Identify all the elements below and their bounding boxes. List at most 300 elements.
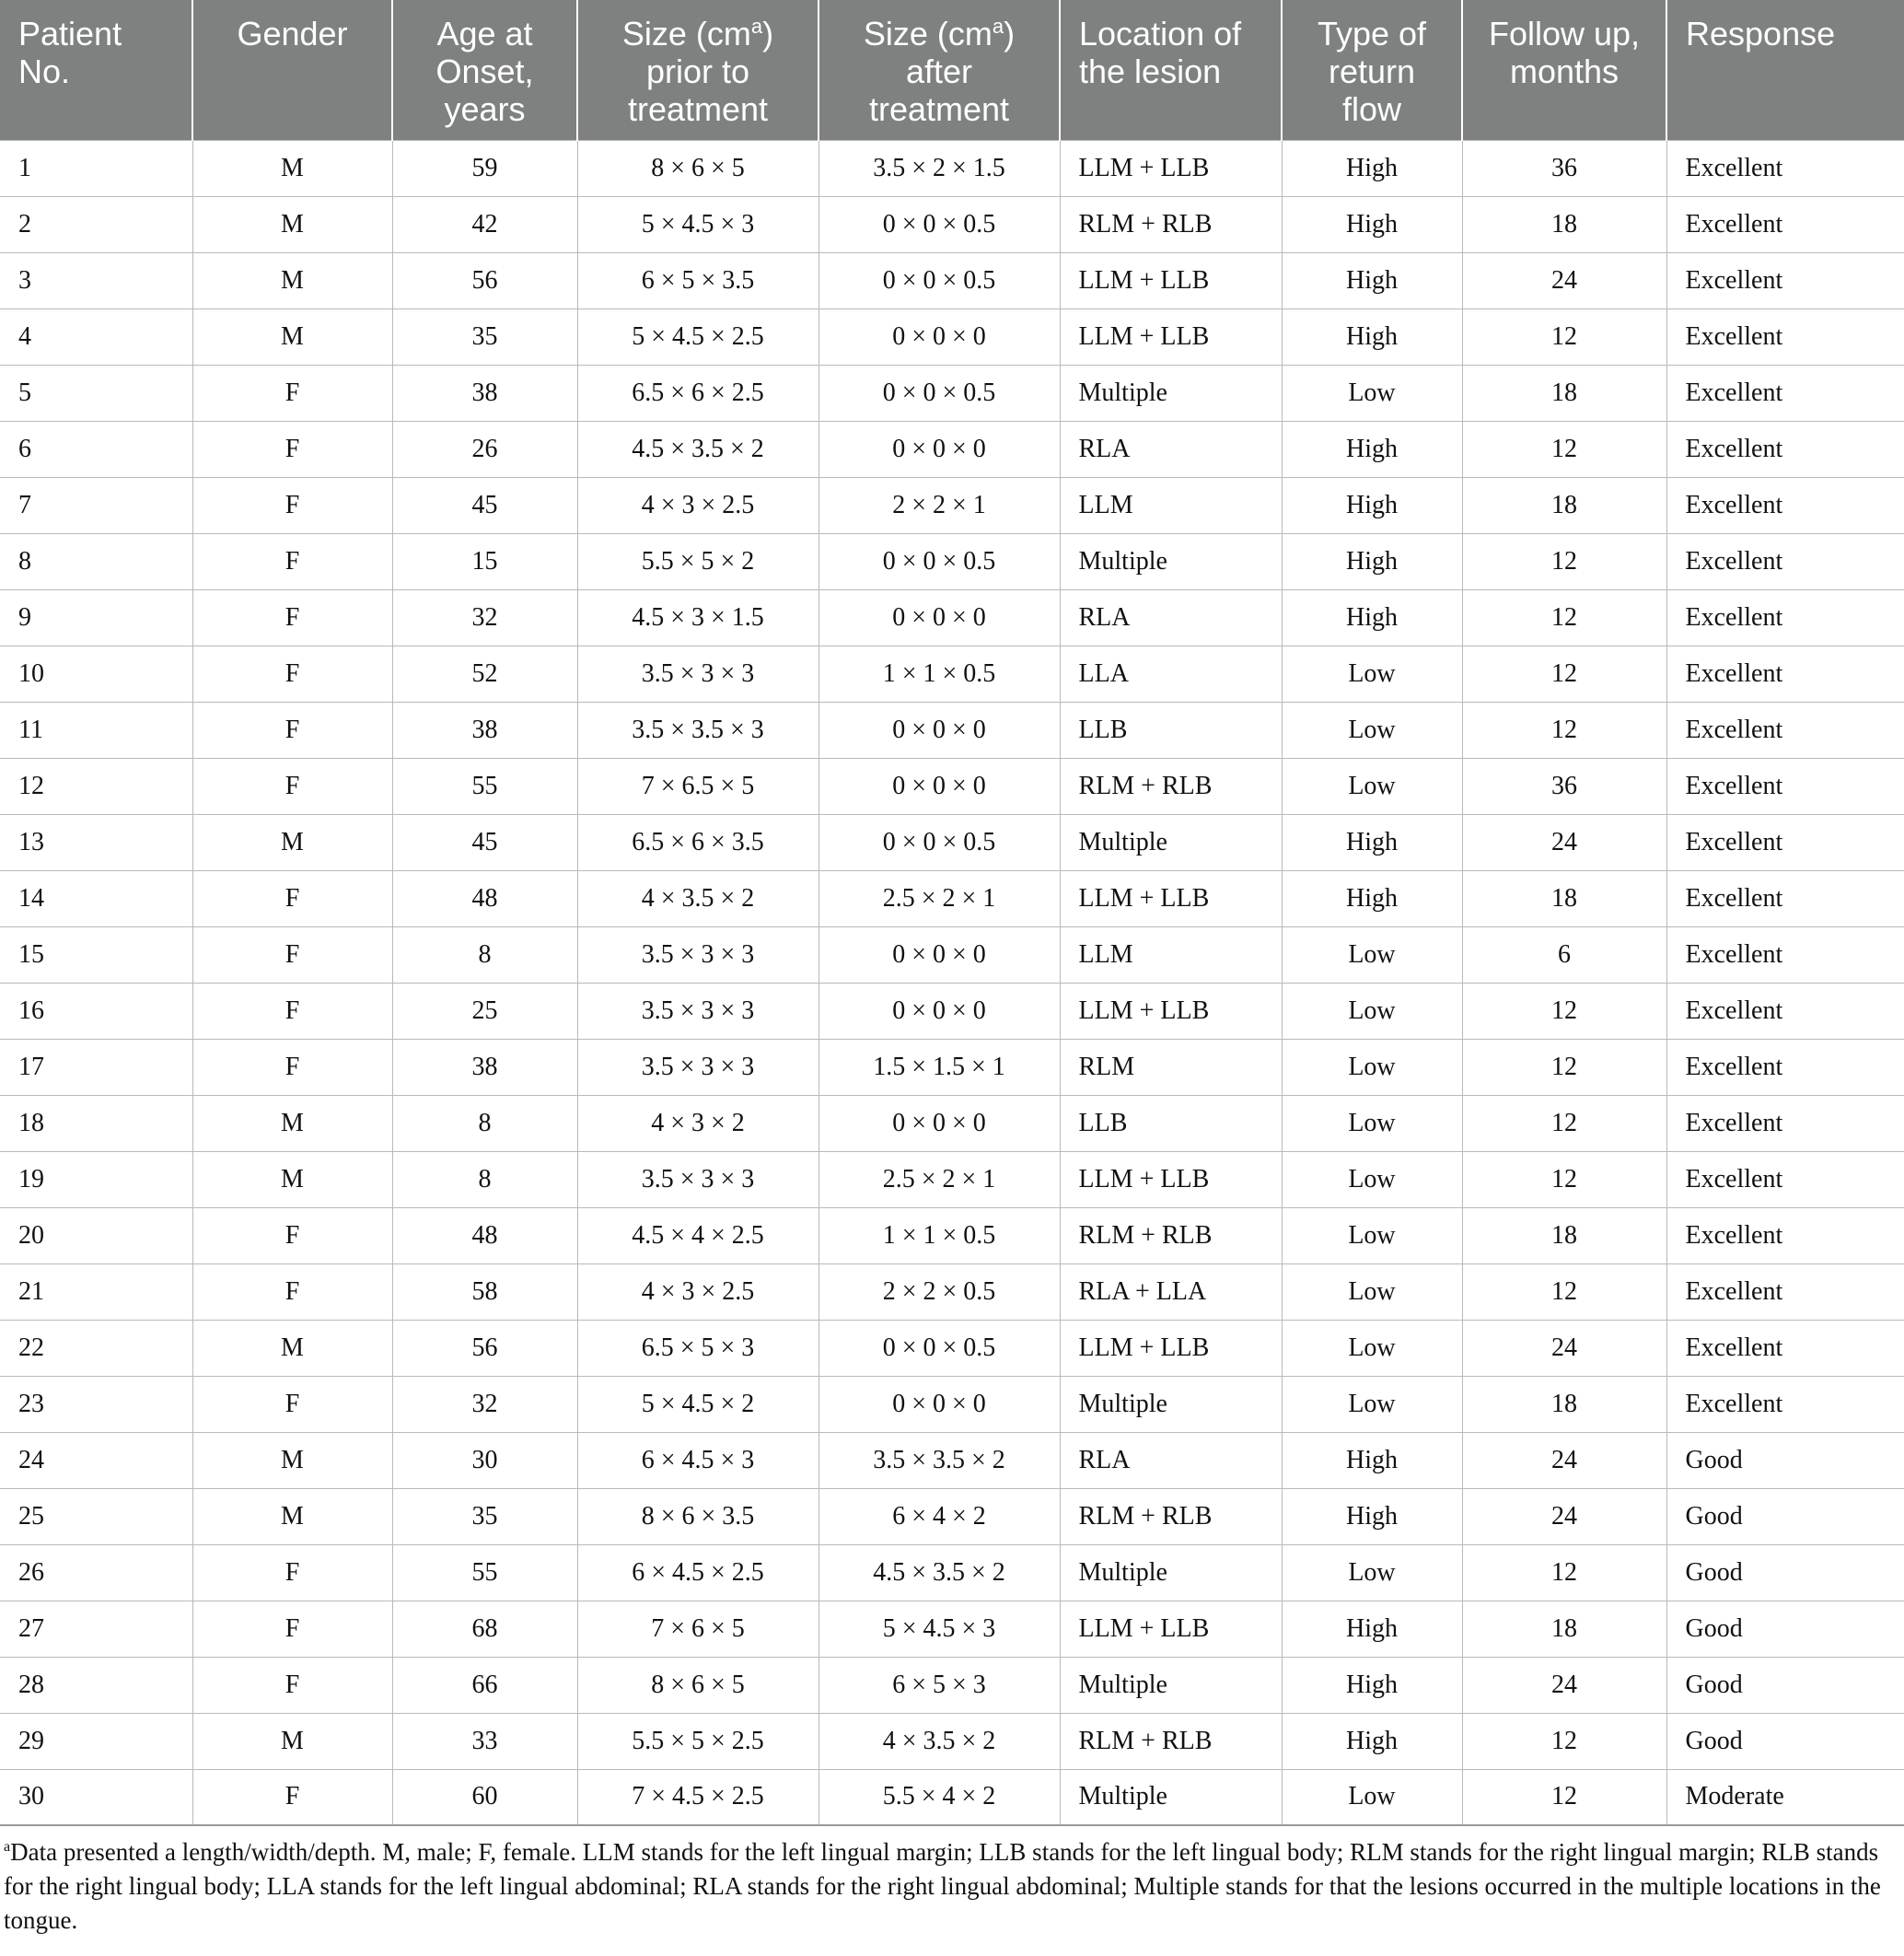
cell-flow: High (1282, 870, 1462, 926)
cell-gender: F (192, 1207, 392, 1263)
cell-follow-up: 12 (1462, 1039, 1666, 1095)
cell-gender: M (192, 140, 392, 196)
cell-response: Excellent (1666, 309, 1904, 365)
cell-patient-no: 14 (0, 870, 192, 926)
cell-age: 58 (392, 1263, 577, 1320)
cell-follow-up: 12 (1462, 702, 1666, 758)
header-size-after-pre: Size (cm (863, 15, 993, 52)
cell-age: 26 (392, 421, 577, 477)
cell-response: Excellent (1666, 814, 1904, 870)
footnote-text: Data presented a length/width/depth. M, male; F, female. LLM stands for the left lingual margin; LLB stands for the left lingual body; RLM stands for the right lingual margin; RLB stands for the right lingual body; LLA stands for the left lingual abdominal; RLA stands for the right lingual abdominal; Multiple stands for that the lesions occurred in the multiple locations in the tongue. (4, 1838, 1881, 1934)
cell-flow: Low (1282, 646, 1462, 702)
cell-gender: M (192, 1713, 392, 1769)
cell-size-after: 6 × 5 × 3 (818, 1657, 1060, 1713)
cell-size-after: 3.5 × 3.5 × 2 (818, 1432, 1060, 1488)
cell-response: Excellent (1666, 589, 1904, 646)
header-size-before (577, 0, 818, 140)
cell-response: Excellent (1666, 1207, 1904, 1263)
table-row (0, 196, 1904, 252)
cell-flow: Low (1282, 983, 1462, 1039)
cell-flow: High (1282, 309, 1462, 365)
cell-follow-up: 12 (1462, 1095, 1666, 1151)
table-row (0, 1039, 1904, 1095)
cell-follow-up: 6 (1462, 926, 1666, 983)
cell-flow: High (1282, 1657, 1462, 1713)
cell-gender: F (192, 1039, 392, 1095)
cell-age: 32 (392, 1376, 577, 1432)
cell-age: 8 (392, 1151, 577, 1207)
table-row (0, 1151, 1904, 1207)
cell-location: Multiple (1060, 1376, 1282, 1432)
cell-gender: F (192, 1263, 392, 1320)
cell-size-after: 2 × 2 × 1 (818, 477, 1060, 533)
cell-location: Multiple (1060, 1544, 1282, 1601)
cell-location: RLA (1060, 421, 1282, 477)
header-gender: Gender (192, 0, 392, 140)
cell-follow-up: 18 (1462, 1376, 1666, 1432)
cell-gender: F (192, 477, 392, 533)
cell-response: Good (1666, 1657, 1904, 1713)
cell-response: Good (1666, 1601, 1904, 1657)
cell-age: 48 (392, 870, 577, 926)
cell-response: Excellent (1666, 1039, 1904, 1095)
cell-flow: High (1282, 1601, 1462, 1657)
table-row (0, 477, 1904, 533)
cell-size-before: 7 × 6 × 5 (577, 1601, 818, 1657)
cell-size-before: 4 × 3.5 × 2 (577, 870, 818, 926)
cell-patient-no: 1 (0, 140, 192, 196)
cell-size-after: 0 × 0 × 0 (818, 421, 1060, 477)
cell-location: RLM + RLB (1060, 1488, 1282, 1544)
cell-gender: M (192, 1095, 392, 1151)
cell-age: 33 (392, 1713, 577, 1769)
table-row (0, 533, 1904, 589)
cell-location: Multiple (1060, 533, 1282, 589)
cell-follow-up: 24 (1462, 1657, 1666, 1713)
cell-size-after: 0 × 0 × 0 (818, 1095, 1060, 1151)
table-row (0, 1769, 1904, 1825)
cell-size-after: 5.5 × 4 × 2 (818, 1769, 1060, 1825)
table-row (0, 140, 1904, 196)
cell-location: LLM + LLB (1060, 1601, 1282, 1657)
table-row (0, 758, 1904, 814)
cell-response: Excellent (1666, 926, 1904, 983)
cell-patient-no: 22 (0, 1320, 192, 1376)
table-body (0, 140, 1904, 1825)
cell-location: Multiple (1060, 365, 1282, 421)
table-row (0, 1376, 1904, 1432)
cell-location: Multiple (1060, 1657, 1282, 1713)
cell-patient-no: 21 (0, 1263, 192, 1320)
cell-patient-no: 24 (0, 1432, 192, 1488)
cell-size-before: 8 × 6 × 3.5 (577, 1488, 818, 1544)
header-patient-no: Patient No. (0, 0, 192, 140)
cell-response: Excellent (1666, 140, 1904, 196)
cell-size-after: 0 × 0 × 0 (818, 309, 1060, 365)
cell-patient-no: 26 (0, 1544, 192, 1601)
cell-gender: F (192, 702, 392, 758)
header-flow: Type of return flow (1282, 0, 1462, 140)
cell-flow: Low (1282, 1151, 1462, 1207)
cell-flow: High (1282, 421, 1462, 477)
cell-size-before: 6 × 4.5 × 2.5 (577, 1544, 818, 1601)
cell-patient-no: 27 (0, 1601, 192, 1657)
cell-age: 55 (392, 758, 577, 814)
cell-patient-no: 6 (0, 421, 192, 477)
cell-size-before: 3.5 × 3 × 3 (577, 983, 818, 1039)
cell-size-after: 0 × 0 × 0 (818, 589, 1060, 646)
cell-location: Multiple (1060, 814, 1282, 870)
cell-flow: Low (1282, 1769, 1462, 1825)
cell-size-before: 8 × 6 × 5 (577, 140, 818, 196)
cell-size-after: 6 × 4 × 2 (818, 1488, 1060, 1544)
cell-size-before: 6.5 × 5 × 3 (577, 1320, 818, 1376)
cell-gender: M (192, 1151, 392, 1207)
cell-patient-no: 13 (0, 814, 192, 870)
header-size-after-post: ) after treatment (868, 15, 1016, 128)
cell-size-after: 2.5 × 2 × 1 (818, 870, 1060, 926)
cell-gender: F (192, 1601, 392, 1657)
cell-response: Excellent (1666, 421, 1904, 477)
cell-patient-no: 12 (0, 758, 192, 814)
cell-size-after: 0 × 0 × 0 (818, 983, 1060, 1039)
cell-patient-no: 28 (0, 1657, 192, 1713)
cell-location: RLM (1060, 1039, 1282, 1095)
cell-age: 55 (392, 1544, 577, 1601)
cell-size-after: 0 × 0 × 0.5 (818, 1320, 1060, 1376)
cell-size-before: 5 × 4.5 × 3 (577, 196, 818, 252)
cell-size-before: 4 × 3 × 2.5 (577, 477, 818, 533)
cell-patient-no: 8 (0, 533, 192, 589)
cell-location: LLM + LLB (1060, 1151, 1282, 1207)
cell-age: 8 (392, 926, 577, 983)
cell-location: LLM + LLB (1060, 309, 1282, 365)
cell-size-after: 0 × 0 × 0 (818, 702, 1060, 758)
cell-follow-up: 18 (1462, 196, 1666, 252)
table-row (0, 1095, 1904, 1151)
cell-location: RLA (1060, 1432, 1282, 1488)
cell-flow: Low (1282, 1207, 1462, 1263)
cell-age: 56 (392, 1320, 577, 1376)
cell-follow-up: 36 (1462, 758, 1666, 814)
footnote-marker: a (4, 1839, 11, 1855)
cell-age: 30 (392, 1432, 577, 1488)
cell-response: Excellent (1666, 477, 1904, 533)
cell-size-after: 0 × 0 × 0.5 (818, 252, 1060, 309)
cell-response: Excellent (1666, 1095, 1904, 1151)
cell-flow: Low (1282, 365, 1462, 421)
header-row (0, 0, 1904, 140)
cell-follow-up: 24 (1462, 252, 1666, 309)
table-row (0, 983, 1904, 1039)
cell-patient-no: 29 (0, 1713, 192, 1769)
cell-flow: High (1282, 196, 1462, 252)
table-row (0, 1713, 1904, 1769)
cell-follow-up: 12 (1462, 646, 1666, 702)
cell-age: 42 (392, 196, 577, 252)
cell-flow: Low (1282, 758, 1462, 814)
header-size-after (818, 0, 1060, 140)
cell-follow-up: 12 (1462, 983, 1666, 1039)
cell-location: Multiple (1060, 1769, 1282, 1825)
table-row (0, 926, 1904, 983)
cell-patient-no: 4 (0, 309, 192, 365)
cell-location: LLM + LLB (1060, 983, 1282, 1039)
cell-response: Good (1666, 1713, 1904, 1769)
cell-flow: High (1282, 589, 1462, 646)
cell-size-after: 4 × 3.5 × 2 (818, 1713, 1060, 1769)
cell-response: Excellent (1666, 1263, 1904, 1320)
table-row (0, 1657, 1904, 1713)
cell-response: Excellent (1666, 252, 1904, 309)
table-row (0, 814, 1904, 870)
cell-size-after: 0 × 0 × 0.5 (818, 196, 1060, 252)
cell-location: LLM (1060, 477, 1282, 533)
cell-patient-no: 23 (0, 1376, 192, 1432)
cell-flow: High (1282, 252, 1462, 309)
cell-size-after: 1 × 1 × 0.5 (818, 1207, 1060, 1263)
cell-patient-no: 25 (0, 1488, 192, 1544)
cell-response: Moderate (1666, 1769, 1904, 1825)
cell-location: RLM + RLB (1060, 1207, 1282, 1263)
cell-age: 45 (392, 477, 577, 533)
cell-gender: F (192, 1657, 392, 1713)
cell-patient-no: 10 (0, 646, 192, 702)
cell-age: 15 (392, 533, 577, 589)
cell-patient-no: 18 (0, 1095, 192, 1151)
cell-age: 25 (392, 983, 577, 1039)
cell-gender: M (192, 1488, 392, 1544)
cell-response: Excellent (1666, 758, 1904, 814)
cell-follow-up: 12 (1462, 533, 1666, 589)
cell-follow-up: 12 (1462, 1151, 1666, 1207)
cell-size-before: 3.5 × 3.5 × 3 (577, 702, 818, 758)
cell-response: Excellent (1666, 983, 1904, 1039)
header-size-before-post: ) prior to treatment (627, 15, 774, 128)
cell-age: 68 (392, 1601, 577, 1657)
cell-follow-up: 24 (1462, 1320, 1666, 1376)
cell-response: Excellent (1666, 870, 1904, 926)
table-row (0, 309, 1904, 365)
cell-size-after: 0 × 0 × 0 (818, 926, 1060, 983)
table-row (0, 870, 1904, 926)
cell-size-after: 2.5 × 2 × 1 (818, 1151, 1060, 1207)
cell-age: 56 (392, 252, 577, 309)
cell-follow-up: 12 (1462, 589, 1666, 646)
cell-gender: F (192, 758, 392, 814)
cell-size-before: 5 × 4.5 × 2 (577, 1376, 818, 1432)
cell-size-before: 4.5 × 4 × 2.5 (577, 1207, 818, 1263)
cell-size-before: 5.5 × 5 × 2.5 (577, 1713, 818, 1769)
cell-response: Good (1666, 1488, 1904, 1544)
cell-age: 38 (392, 365, 577, 421)
cell-gender: F (192, 533, 392, 589)
cell-size-before: 7 × 4.5 × 2.5 (577, 1769, 818, 1825)
cell-location: LLM + LLB (1060, 1320, 1282, 1376)
cell-follow-up: 18 (1462, 870, 1666, 926)
cell-size-after: 0 × 0 × 0.5 (818, 533, 1060, 589)
cell-follow-up: 12 (1462, 1713, 1666, 1769)
cell-follow-up: 24 (1462, 814, 1666, 870)
cell-follow-up: 12 (1462, 1769, 1666, 1825)
header-response: Response (1666, 0, 1904, 140)
cell-size-before: 4 × 3 × 2.5 (577, 1263, 818, 1320)
cell-age: 35 (392, 309, 577, 365)
cell-flow: Low (1282, 1095, 1462, 1151)
table-row (0, 252, 1904, 309)
cell-gender: F (192, 870, 392, 926)
cell-flow: Low (1282, 926, 1462, 983)
cell-size-before: 5 × 4.5 × 2.5 (577, 309, 818, 365)
table-row (0, 702, 1904, 758)
cell-size-before: 6.5 × 6 × 3.5 (577, 814, 818, 870)
cell-flow: Low (1282, 1544, 1462, 1601)
cell-follow-up: 18 (1462, 365, 1666, 421)
cell-location: LLM + LLB (1060, 870, 1282, 926)
cell-gender: F (192, 983, 392, 1039)
table-header (0, 0, 1904, 140)
cell-patient-no: 30 (0, 1769, 192, 1825)
cell-size-before: 6.5 × 6 × 2.5 (577, 365, 818, 421)
cell-flow: High (1282, 814, 1462, 870)
cell-age: 45 (392, 814, 577, 870)
cell-flow: Low (1282, 1320, 1462, 1376)
cell-gender: F (192, 926, 392, 983)
cell-gender: M (192, 196, 392, 252)
cell-follow-up: 12 (1462, 309, 1666, 365)
cell-age: 32 (392, 589, 577, 646)
cell-follow-up: 18 (1462, 477, 1666, 533)
cell-size-after: 2 × 2 × 0.5 (818, 1263, 1060, 1320)
cell-gender: M (192, 1432, 392, 1488)
cell-age: 38 (392, 1039, 577, 1095)
cell-size-after: 1.5 × 1.5 × 1 (818, 1039, 1060, 1095)
header-age: Age at Onset, years (392, 0, 577, 140)
cell-size-after: 0 × 0 × 0 (818, 758, 1060, 814)
cell-size-before: 3.5 × 3 × 3 (577, 926, 818, 983)
cell-size-after: 1 × 1 × 0.5 (818, 646, 1060, 702)
cell-flow: High (1282, 1432, 1462, 1488)
table-row (0, 421, 1904, 477)
cell-size-before: 6 × 4.5 × 3 (577, 1432, 818, 1488)
table-row (0, 1488, 1904, 1544)
cell-flow: High (1282, 533, 1462, 589)
cell-size-after: 0 × 0 × 0 (818, 1376, 1060, 1432)
cell-response: Excellent (1666, 196, 1904, 252)
cell-age: 8 (392, 1095, 577, 1151)
header-size-before-sup: a (750, 15, 763, 38)
cell-size-before: 3.5 × 3 × 3 (577, 1039, 818, 1095)
cell-size-before: 7 × 6.5 × 5 (577, 758, 818, 814)
cell-size-after: 5 × 4.5 × 3 (818, 1601, 1060, 1657)
cell-location: LLM + LLB (1060, 140, 1282, 196)
cell-flow: High (1282, 477, 1462, 533)
cell-size-after: 0 × 0 × 0.5 (818, 365, 1060, 421)
table-row (0, 1263, 1904, 1320)
table-row (0, 1207, 1904, 1263)
cell-location: RLA + LLA (1060, 1263, 1282, 1320)
cell-response: Good (1666, 1544, 1904, 1601)
cell-patient-no: 17 (0, 1039, 192, 1095)
cell-gender: F (192, 1544, 392, 1601)
cell-response: Excellent (1666, 1151, 1904, 1207)
cell-size-before: 6 × 5 × 3.5 (577, 252, 818, 309)
cell-follow-up: 12 (1462, 1544, 1666, 1601)
cell-patient-no: 16 (0, 983, 192, 1039)
cell-size-before: 3.5 × 3 × 3 (577, 1151, 818, 1207)
cell-patient-no: 20 (0, 1207, 192, 1263)
cell-gender: M (192, 252, 392, 309)
cell-size-before: 5.5 × 5 × 2 (577, 533, 818, 589)
cell-location: LLA (1060, 646, 1282, 702)
cell-patient-no: 9 (0, 589, 192, 646)
cell-flow: Low (1282, 1376, 1462, 1432)
cell-patient-no: 11 (0, 702, 192, 758)
cell-age: 66 (392, 1657, 577, 1713)
cell-location: RLM + RLB (1060, 1713, 1282, 1769)
header-size-after-sup: a (992, 15, 1004, 38)
cell-size-before: 4.5 × 3.5 × 2 (577, 421, 818, 477)
cell-flow: Low (1282, 1039, 1462, 1095)
cell-location: RLM + RLB (1060, 196, 1282, 252)
table-row (0, 646, 1904, 702)
cell-size-before: 3.5 × 3 × 3 (577, 646, 818, 702)
table-row (0, 1432, 1904, 1488)
cell-follow-up: 18 (1462, 1207, 1666, 1263)
footnote (0, 1826, 1904, 1938)
cell-flow: High (1282, 1713, 1462, 1769)
cell-patient-no: 5 (0, 365, 192, 421)
cell-age: 59 (392, 140, 577, 196)
cell-location: LLM + LLB (1060, 252, 1282, 309)
cell-location: RLA (1060, 589, 1282, 646)
table-row (0, 1320, 1904, 1376)
header-location: Location of the lesion (1060, 0, 1282, 140)
cell-patient-no: 19 (0, 1151, 192, 1207)
cell-response: Excellent (1666, 1376, 1904, 1432)
cell-location: LLB (1060, 1095, 1282, 1151)
cell-location: LLM (1060, 926, 1282, 983)
cell-age: 35 (392, 1488, 577, 1544)
cell-follow-up: 24 (1462, 1432, 1666, 1488)
cell-flow: Low (1282, 1263, 1462, 1320)
cell-follow-up: 36 (1462, 140, 1666, 196)
cell-location: LLB (1060, 702, 1282, 758)
cell-age: 60 (392, 1769, 577, 1825)
header-follow-up: Follow up, months (1462, 0, 1666, 140)
cell-gender: M (192, 814, 392, 870)
cell-patient-no: 3 (0, 252, 192, 309)
cell-location: RLM + RLB (1060, 758, 1282, 814)
table-row (0, 365, 1904, 421)
cell-gender: F (192, 589, 392, 646)
table-row (0, 589, 1904, 646)
cell-size-before: 4.5 × 3 × 1.5 (577, 589, 818, 646)
cell-patient-no: 15 (0, 926, 192, 983)
cell-gender: F (192, 1376, 392, 1432)
cell-gender: F (192, 365, 392, 421)
cell-age: 38 (392, 702, 577, 758)
cell-age: 48 (392, 1207, 577, 1263)
cell-size-after: 0 × 0 × 0.5 (818, 814, 1060, 870)
cell-response: Excellent (1666, 533, 1904, 589)
cell-size-before: 8 × 6 × 5 (577, 1657, 818, 1713)
cell-follow-up: 24 (1462, 1488, 1666, 1544)
cell-gender: F (192, 1769, 392, 1825)
cell-follow-up: 12 (1462, 421, 1666, 477)
table-row (0, 1601, 1904, 1657)
cell-gender: F (192, 646, 392, 702)
